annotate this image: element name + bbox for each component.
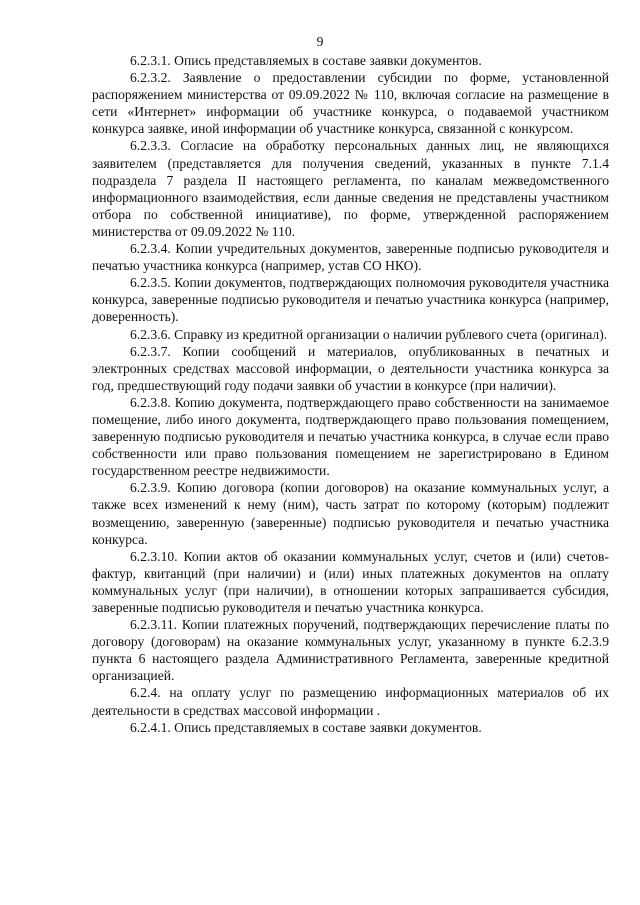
- paragraph-6-2-4-1: 6.2.4.1. Опись представляемых в составе заявки документов.: [130, 719, 482, 735]
- paragraph-6-2-3-5: 6.2.3.5. Копии документов, подтверждающих полномочия руководителя участника конкурса, заверенные подписью руководителя и печатью участника конкурса (например, доверенность).: [92, 275, 609, 325]
- page-number: 9: [316, 34, 324, 49]
- paragraph-6-2-3-6: 6.2.3.6. Справку из кредитной организации о наличии рублевого счета (оригинал).: [130, 326, 608, 342]
- document-body: [92, 52, 609, 736]
- paragraph-6-2-4: 6.2.4. на оплату услуг по размещению информационных материалов об их деятельности в средствах массовой информации .: [92, 685, 609, 718]
- paragraph-6-2-3-9: 6.2.3.9. Копию договора (копии договоров) на оказание коммунальных услуг, а также всех изменений к нему (ним), часть затрат по которому (которым) подлежит возмещению, заверенную (заверенные) подписью руководителя и печатью участника конкурса.: [92, 480, 609, 547]
- paragraph-6-2-3-3: 6.2.3.3. Согласие на обработку персональных данных лиц, не являющихся заявителем (представляется для получения сведений, указанных в пункте 7.1.4 подраздела 7 раздела II настоящего регламента, по каналам межведомственного информационного взаимодействия, если данные сведения не представлены участником отбора по собственной инициативе), по форме, утвержденной распоряжением министерства от 09.09.2022 № 110.: [92, 138, 609, 239]
- paragraph-6-2-3-1: 6.2.3.1. Опись представляемых в составе заявки документов.: [130, 53, 482, 68]
- paragraph-6-2-3-8: 6.2.3.8. Копию документа, подтверждающего право собственности на занимаемое помещение, либо иного документа, подтверждающего право пользования помещением, заверенную подписью руководителя и печатью участника конкурса, в случае если право собственности или право пользования помещением не зарегистрировано в Едином государственном реестре недвижимости.: [92, 394, 609, 479]
- paragraph-6-2-3-4: 6.2.3.4. Копии учредительных документов, заверенные подписью руководителя и печатью участника конкурса (например, устав СО НКО).: [92, 241, 609, 274]
- paragraph-6-2-3-10: 6.2.3.10. Копии актов об оказании коммунальных услуг, счетов и (или) счетов-фактур, квитанций (при наличии) и (или) иных платежных документов на оплату коммунальных услуг (при наличии), в отношении которых запрашивается субсидия, заверенные подписью руководителя и печатью участника конкурса.: [92, 548, 609, 615]
- paragraph-6-2-3-2: 6.2.3.2. Заявление о предоставлении субсидии по форме, установленной распоряжением министерства от 09.09.2022 № 110, включая согласие на размещение в сети «Интернет» информации об участнике конкурса, о подаваемой участником конкурса заявке, иной информации об участнике конкурса, связанной с конкурсом.: [92, 70, 609, 137]
- paragraph-6-2-3-11: 6.2.3.11. Копии платежных поручений, подтверждающих перечисление платы по договору (договорам) на оказание коммунальных услуг, указанному в пункте 6.2.3.9 пункта 6 настоящего раздела Административного Регламента, заверенные кредитной организацией.: [92, 617, 609, 684]
- paragraph-6-2-3-7: 6.2.3.7. Копии сообщений и материалов, опубликованных в печатных и электронных средствах массовой информации, о деятельности участника конкурса за год, предшествующий году подачи заявки об участии в конкурсе (при наличии).: [92, 343, 609, 393]
